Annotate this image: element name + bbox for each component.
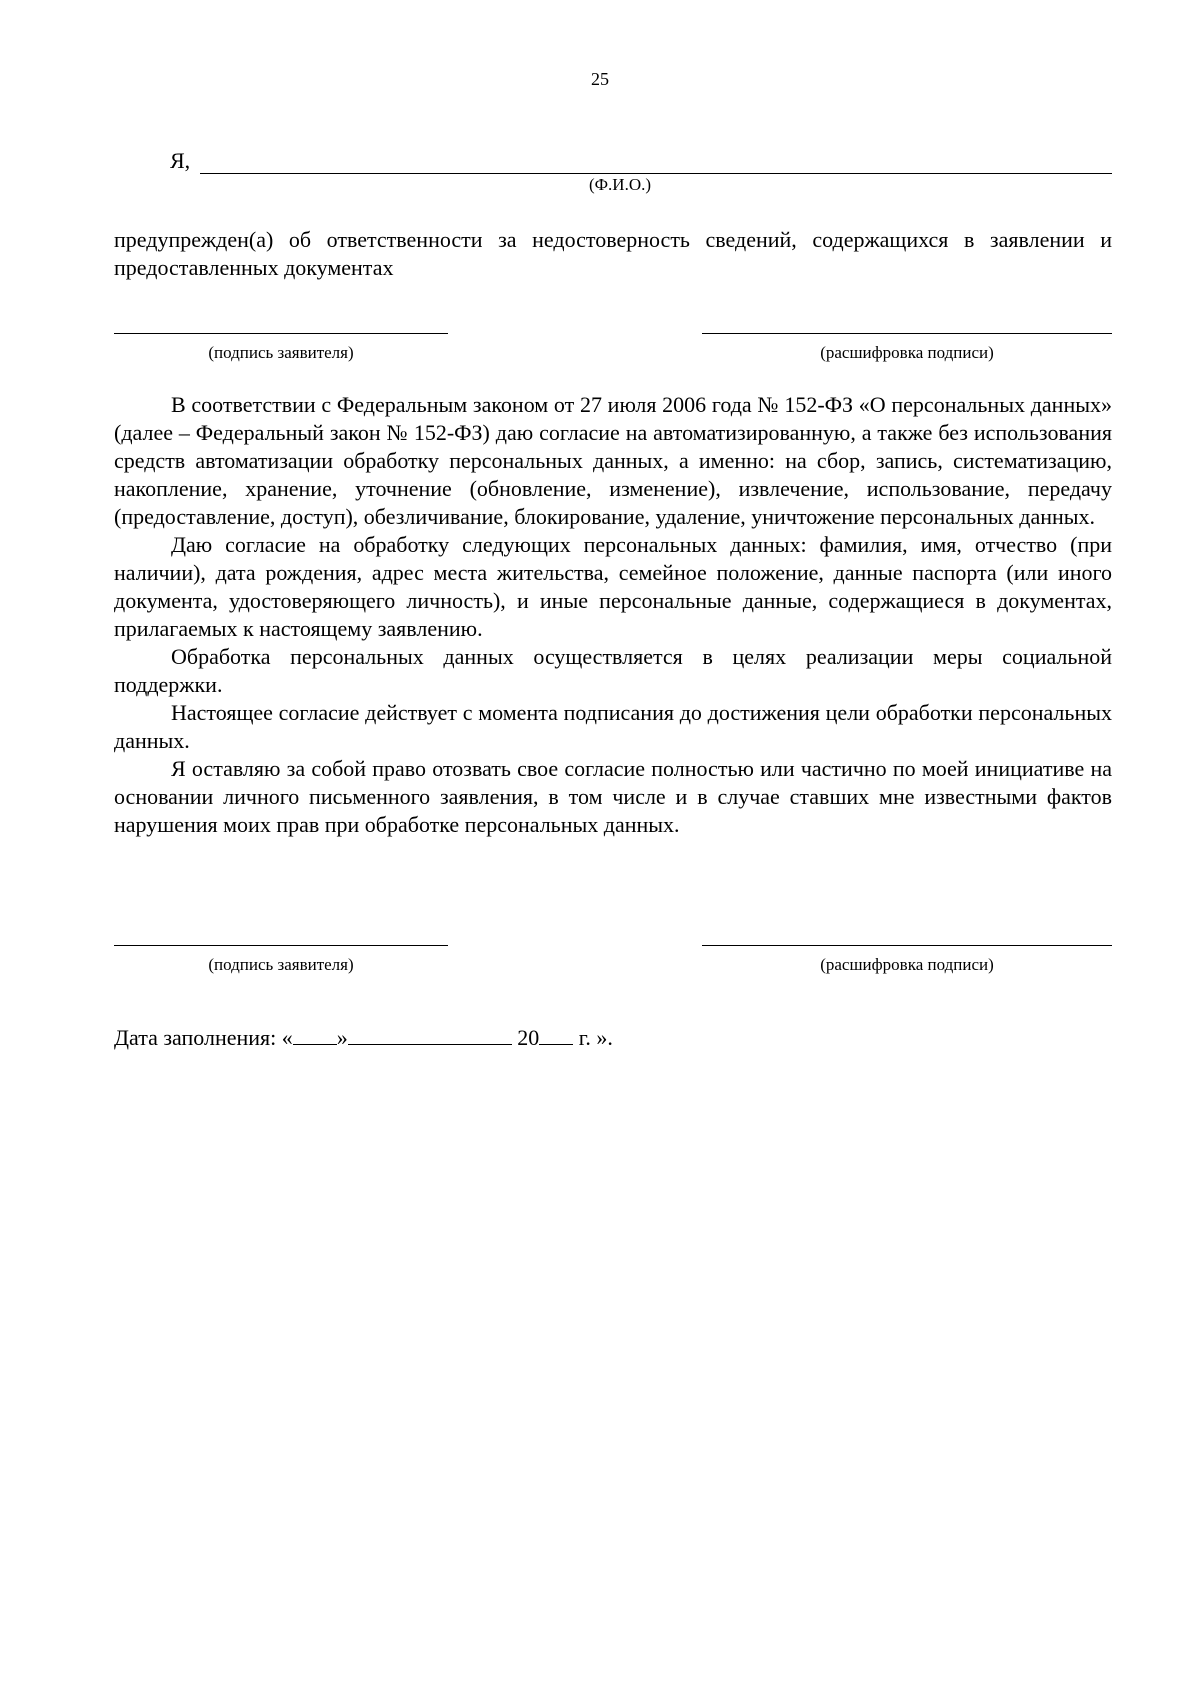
- signature-decoding-line[interactable]: [702, 333, 1112, 334]
- signature-caption: (подпись заявителя): [208, 955, 354, 974]
- date-fill-row: [114, 1024, 613, 1052]
- day-blank[interactable]: [293, 1024, 337, 1045]
- signature-block-top: [114, 333, 1112, 383]
- signature-decoding-caption: (расшифровка подписи): [820, 955, 994, 974]
- consent-text: [114, 391, 1112, 839]
- date-suffix: г. ».: [578, 1025, 613, 1050]
- signature-decoding-line[interactable]: [702, 945, 1112, 946]
- consent-paragraph: Обработка персональных данных осуществляется в целях реализации меры социальной поддержки.: [114, 644, 1112, 697]
- date-open-quote: «: [281, 1025, 293, 1050]
- fio-caption: (Ф.И.О.): [588, 175, 652, 194]
- year-blank[interactable]: [539, 1024, 573, 1045]
- applicant-prefix: Я,: [170, 148, 191, 173]
- signature-caption: (подпись заявителя): [208, 343, 354, 362]
- signature-line[interactable]: [114, 333, 448, 334]
- signature-block-bottom: [114, 945, 1112, 995]
- consent-paragraph: Я оставляю за собой право отозвать свое согласие полностью или частично по моей инициативе на основании личного письменного заявления, в том числе и в случае ставших мне известными фактов нарушения моих прав при обработке персональных данных.: [114, 756, 1112, 837]
- date-label: Дата заполнения:: [114, 1025, 277, 1050]
- applicant-fio-row: [170, 148, 1112, 174]
- signature-line[interactable]: [114, 945, 448, 946]
- month-blank[interactable]: [348, 1024, 512, 1045]
- signature-decoding-caption: (расшифровка подписи): [820, 343, 994, 362]
- fio-input-line[interactable]: [200, 151, 1112, 174]
- year-prefix: 20: [517, 1025, 540, 1050]
- date-close-quote: »: [336, 1025, 348, 1050]
- consent-paragraph: Даю согласие на обработку следующих персональных данных: фамилия, имя, отчество (при наличии), дата рождения, адрес места жительства, семейное положение, данные паспорта (или иного документа, удостоверяющего личность), и иные персональные данные, содержащиеся в документах, прилагаемых к настоящему заявлению.: [114, 532, 1112, 641]
- page-number: 25: [591, 69, 609, 89]
- consent-paragraph: Настоящее согласие действует с момента подписания до достижения цели обработки персональных данных.: [114, 700, 1112, 753]
- consent-paragraph: В соответствии с Федеральным законом от 27 июля 2006 года № 152-ФЗ «О персональных данных» (далее – Федеральный закон № 152-ФЗ) даю согласие на автоматизированную, а также без использования средств автоматизации обработку персональных данных, а именно: на сбор, запись, систематизацию, накопление, хранение, уточнение (обновление, изменение), извлечение, использование, передачу (предоставление, доступ), обезличивание, блокирование, удаление, уничтожение персональных данных.: [114, 392, 1112, 529]
- responsibility-warning: предупрежден(а) об ответственности за недостоверность сведений, содержащихся в заявлении и предоставленных документах: [114, 227, 1112, 280]
